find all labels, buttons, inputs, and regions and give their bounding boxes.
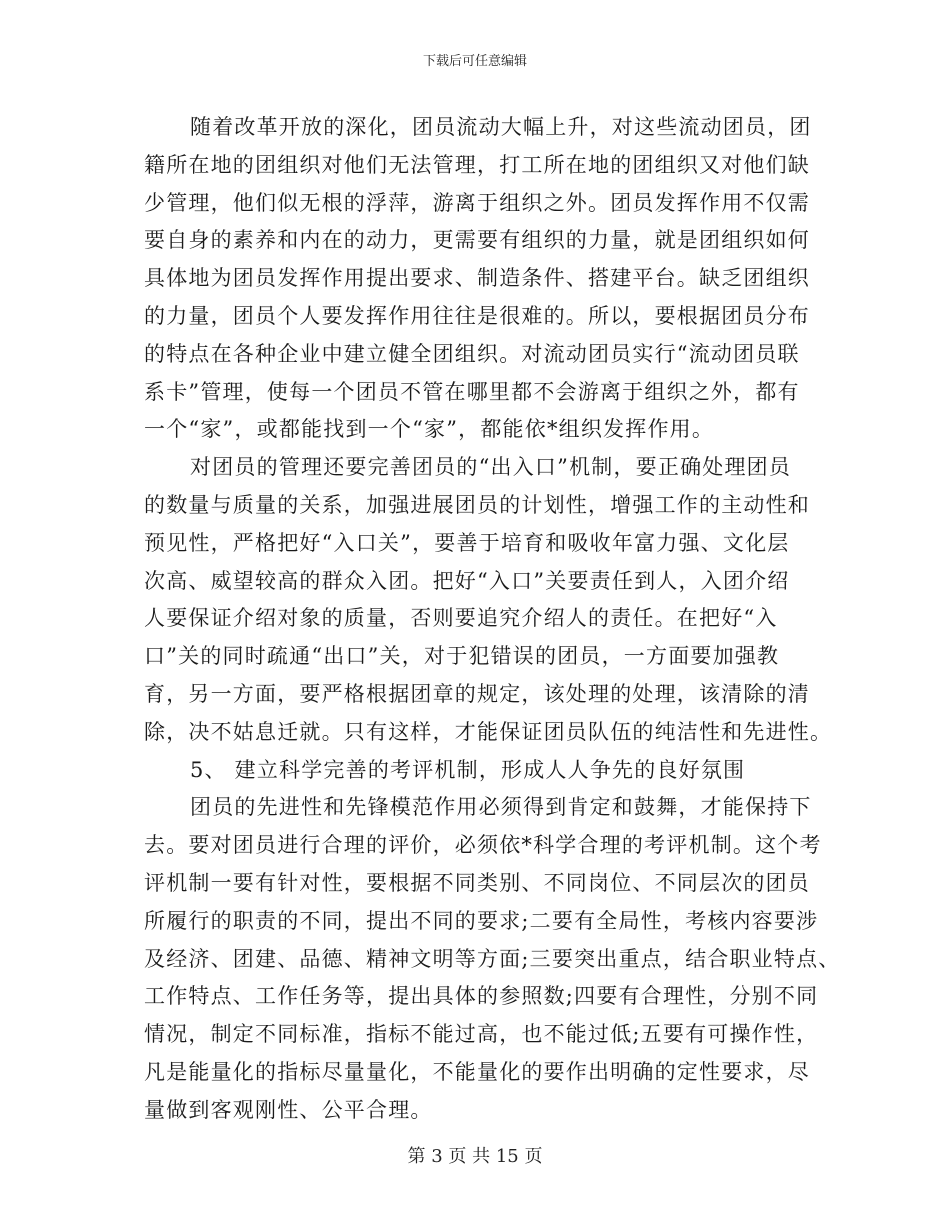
paragraph-line: 所履行的职责的不同，提出不同的要求;二要有全局性，考核内容要涉 bbox=[144, 908, 819, 933]
paragraph-line: 一个“家”，或都能找到一个“家”，都能依*组织发挥作用。 bbox=[144, 417, 715, 442]
paragraph-line: 人要保证介绍对象的质量，否则要追究介绍人的责任。在把好“入 bbox=[144, 606, 778, 631]
page-header: 下载后可任意编辑 bbox=[422, 54, 527, 69]
paragraph-line: 量做到客观刚性、公平合理。 bbox=[144, 1097, 433, 1122]
paragraph-line: 团员的先进性和先锋模范作用必须得到肯定和鼓舞，才能保持下 bbox=[190, 795, 812, 820]
paragraph-line: 要自身的素养和内在的动力，更需要有组织的力量，就是团组织如何 bbox=[144, 228, 810, 253]
paragraph-line: 工作特点、工作任务等，提出具体的参照数;四要有合理性，分别不同 bbox=[144, 984, 819, 1009]
paragraph-line: 情况，制定不同标准，指标不能过高，也不能过低;五要有可操作性， bbox=[144, 1022, 819, 1047]
paragraph-line: 的特点在各种企业中建立健全团组织。对流动团员实行“流动团员联 bbox=[144, 341, 800, 366]
paragraph-line: 育，另一方面，要严格根据团章的规定，该处理的处理，该清除的清 bbox=[144, 681, 810, 706]
paragraph-line: 预见性，严格把好“入口关”，要善于培育和吸收年富力强、文化层 bbox=[144, 530, 790, 555]
paragraph-line: 随着改革开放的深化，团员流动大幅上升，对这些流动团员，团 bbox=[190, 115, 812, 139]
paragraph-line: 评机制一要有针对性，要根据不同类别、不同岗位、不同层次的团员 bbox=[144, 870, 810, 895]
paragraph-line: 口”关的同时疏通“出口”关，对于犯错误的团员，一方面要加强教 bbox=[144, 644, 780, 669]
section-heading: 5、 建立科学完善的考评机制，形成人人争先的良好氛围 bbox=[190, 757, 746, 782]
paragraph-line: 少管理，他们似无根的浮萍，游离于组织之外。团员发挥作用不仅需 bbox=[144, 190, 810, 215]
paragraph-line: 凡是能量化的指标尽量量化，不能量化的要作出明确的定性要求，尽 bbox=[144, 1059, 810, 1084]
page-number-footer: 第 3 页 共 15 页 bbox=[407, 1146, 543, 1167]
document-body bbox=[144, 109, 841, 1130]
paragraph-line: 系卡”管理，使每一个团员不管在哪里都不会游离于组织之外，都有 bbox=[144, 379, 800, 404]
paragraph-line: 去。要对团员进行合理的评价，必须依*科学合理的考评机制。这个考 bbox=[144, 833, 822, 858]
paragraph-line: 的力量，团员个人要发挥作用往往是很难的。所以，要根据团员分布 bbox=[144, 303, 810, 328]
paragraph-line: 次高、威望较高的群众入团。把好“入口”关要责任到人，入团介绍 bbox=[144, 568, 790, 593]
paragraph-line: 籍所在地的团组织对他们无法管理，打工所在地的团组织又对他们缺 bbox=[144, 152, 810, 177]
paragraph-line: 除，决不姑息迁就。只有这样，才能保证团员队伍的纯洁性和先进性。 bbox=[144, 719, 833, 744]
paragraph-line: 对团员的管理还要完善团员的“出入口”机制，要正确处理团员 bbox=[190, 455, 792, 480]
paragraph-line: 的数量与质量的关系，加强进展团员的计划性，增强工作的主动性和 bbox=[144, 492, 810, 517]
paragraph-line: 及经济、团建、品德、精神文明等方面;三要突出重点，结合职业特点、 bbox=[144, 946, 841, 971]
paragraph-line: 具体地为团员发挥作用提出要求、制造条件、搭建平台。缺乏团组织 bbox=[144, 266, 810, 291]
